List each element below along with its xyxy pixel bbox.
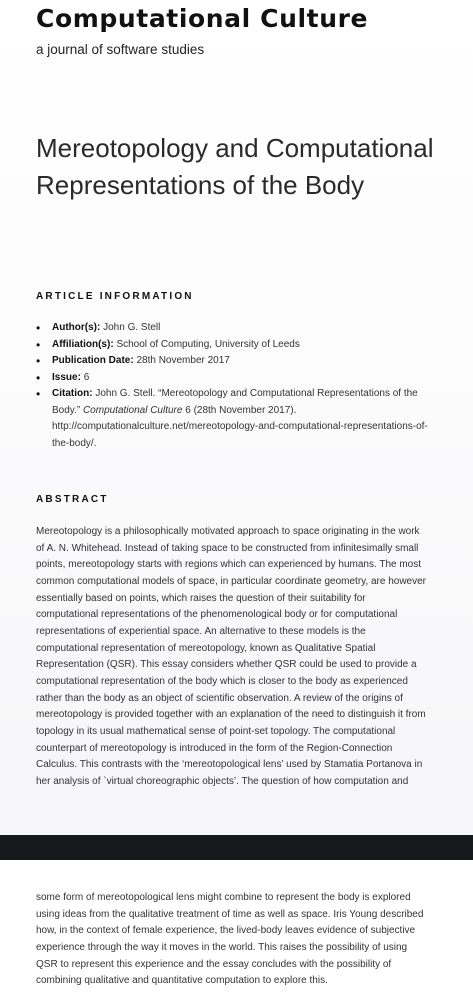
info-author-value: John G. Stell	[103, 322, 161, 333]
info-citation-journal: Computational Culture	[82, 404, 183, 416]
info-issue	[36, 370, 431, 387]
info-affiliation-label: Affiliation(s):	[52, 338, 114, 350]
site-tagline: a journal of software studies	[36, 42, 205, 57]
info-author	[36, 320, 431, 337]
info-affiliation	[36, 337, 431, 354]
info-issue-value: 6	[83, 371, 90, 383]
info-citation	[36, 386, 431, 452]
info-citation-label: Citation:	[52, 388, 93, 399]
dark-divider-band	[0, 835, 473, 860]
info-publication-date	[36, 353, 431, 370]
abstract-text-part2: some form of mereotopological lens might combine to represent the body is explored using ideas from the qualitative treatment of time as well as space. Iris Young described how, in the context of female experience, the lived-body leaves evidence of subjective experience through the way it moves in the world. This raises the possibility of using QSR to represent this experience and the essay concludes with the possibility of combining qualitative and quantitative computation to explore this.	[36, 892, 424, 987]
abstract-text-part1: Mereotopology is a philosophically motivated approach to space originating in the work of A. N. Whitehead. Instead of taking space to be constructed from infinitesimally small points, mereotopology starts with regions which can experienced by humans. The most common computational models of space, in particular coordinate geometry, are however essentially based on points, which raises the question of their suitability for computational representations of the phenomenological body or for computational representations of experiential space. An alternative to these models is the computational representation of mereotopology, known as Qualitative Spatial Representation (QSR). This essay considers whether QSR could be used to provide a computational representation of the body which is closer to the body as experienced rather than the body as an object of scientific observation. A review of the origins of mereotopology is provided together with an explanation of the need to distinguish it from topology in its usual mathematical sense of point-set topology. The computational counterpart of mereotopology is introduced in the form of the Region-Connection Calculus. This contrasts with the ‘mereotopological lens’ used by Stamatia Portanova in her analysis of `virtual choreographic objects’. The question of how computation and	[36, 526, 427, 787]
info-citation-rest[interactable]: 6 (28th November 2017). http://computationalculture.net/mereotopology-and-computational-representations-of-the-body/.	[52, 404, 428, 449]
info-issue-label: Issue:	[52, 371, 81, 383]
article-information-heading: ARTICLE INFORMATION	[36, 291, 194, 302]
info-citation-text: John G. Stell. “Mereotopology and Computational Representations of the Body.”	[52, 388, 418, 416]
article-title: Mereotopology and Computational Representations of the Body	[36, 133, 434, 200]
info-date-label: Publication Date:	[52, 355, 134, 366]
article-information-list	[36, 320, 431, 452]
site-title[interactable]: Computational Culture	[36, 4, 369, 33]
info-date-value: 28th November 2017	[136, 355, 230, 366]
abstract-heading: ABSTRACT	[36, 494, 109, 505]
info-author-label: Author(s):	[52, 322, 101, 333]
info-affiliation-value: School of Computing, University of Leeds	[116, 338, 300, 350]
